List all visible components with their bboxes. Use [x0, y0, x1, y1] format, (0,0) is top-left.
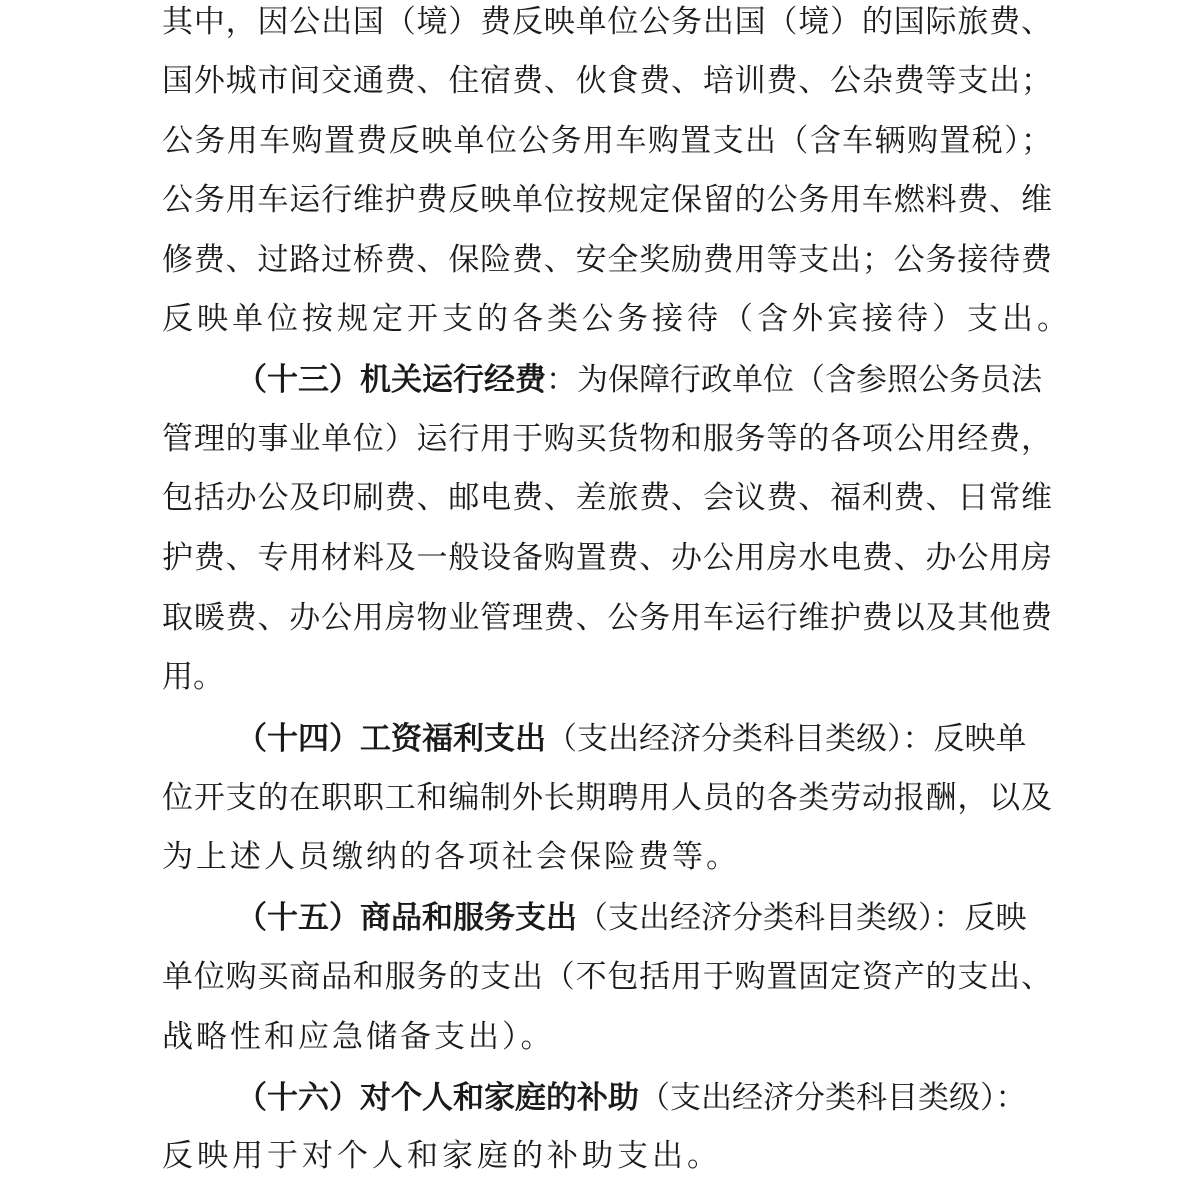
paragraph-line: 公务用车运行维护费反映单位按规定保留的公务用车燃料费、维: [162, 182, 1052, 218]
paragraph-line: 反映单位按规定开支的各类公务接待（含外宾接待）支出。: [162, 301, 1072, 337]
section-heading-rest: （支出经济分类科目类级）：: [639, 1080, 1027, 1116]
section-heading-rest: ：为保障行政单位（含参照公务员法: [546, 362, 1042, 398]
paragraph-line: 包括办公及印刷费、邮电费、差旅费、会议费、福利费、日常维: [162, 480, 1052, 516]
section-15-first-line: [236, 898, 1052, 938]
section-heading: （十四）工资福利支出: [236, 721, 546, 757]
section-heading: （十三）机关运行经费: [236, 362, 546, 398]
paragraph-line: 取暖费、办公用房物业管理费、公务用车运行维护费以及其他费: [162, 600, 1052, 636]
section-13-first-line: [236, 360, 1052, 400]
paragraph-line: 公务用车购置费反映单位公务用车购置支出（含车辆购置税）；: [162, 123, 1052, 159]
paragraph-line: 用。: [162, 659, 224, 695]
paragraph-line: 位开支的在职职工和编制外长期聘用人员的各类劳动报酬，以及: [162, 780, 1052, 816]
paragraph-line: 为上述人员缴纳的各项社会保险费等。: [162, 839, 740, 875]
paragraph-line: 其中，因公出国（境）费反映单位公务出国（境）的国际旅费、: [162, 4, 1052, 40]
paragraph-line: 国外城市间交通费、住宿费、伙食费、培训费、公杂费等支出；: [162, 63, 1052, 99]
paragraph-line: 管理的事业单位）运行用于购买货物和服务等的各项公用经费，: [162, 421, 1052, 457]
section-heading-rest: （支出经济分类科目类级）：反映: [577, 900, 1027, 936]
paragraph-line: 反映用于对个人和家庭的补助支出。: [162, 1138, 722, 1174]
section-heading: （十五）商品和服务支出: [236, 900, 577, 936]
section-16-first-line: [236, 1078, 1052, 1118]
section-14-first-line: [236, 719, 1052, 759]
paragraph-line: 修费、过路过桥费、保险费、安全奖励费用等支出；公务接待费: [162, 242, 1052, 278]
section-heading-rest: （支出经济分类科目类级）：反映单: [546, 721, 1027, 757]
paragraph-line: 单位购买商品和服务的支出（不包括用于购置固定资产的支出、: [162, 959, 1052, 995]
paragraph-line: 护费、专用材料及一般设备购置费、办公用房水电费、办公用房: [162, 540, 1052, 576]
paragraph-line: 战略性和应急储备支出）。: [162, 1019, 555, 1055]
section-heading: （十六）对个人和家庭的补助: [236, 1080, 639, 1116]
